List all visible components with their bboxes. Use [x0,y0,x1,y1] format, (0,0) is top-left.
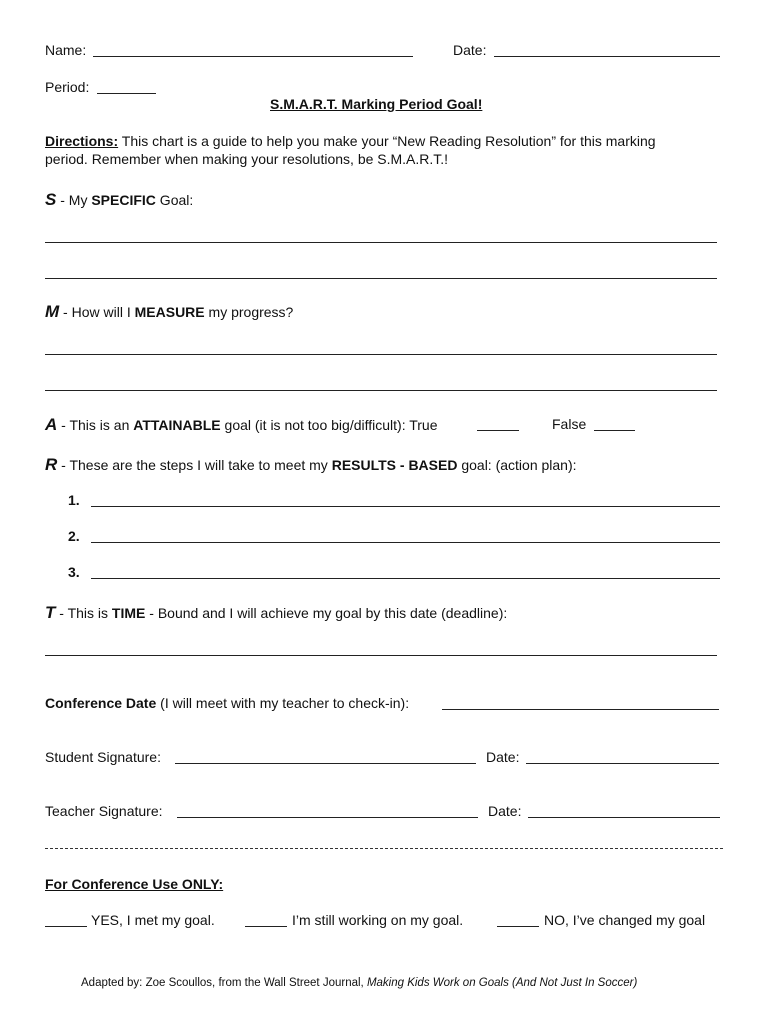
measure-answer-line-2[interactable] [45,390,717,391]
attainable-prompt: A - This is an ATTAINABLE goal (it is not too big/difficult): True [45,415,438,434]
no-blank[interactable] [497,926,539,927]
step-number-2: 2. [68,528,80,544]
attainable-keyword: ATTAINABLE [133,417,221,433]
time-keyword: TIME [111,605,146,621]
step-number-1: 1. [68,492,80,508]
results-keyword: RESULTS - BASED [331,457,458,473]
step-number-3: 3. [68,564,80,580]
student-signature-field[interactable] [175,763,476,764]
step-line-1[interactable] [91,506,720,507]
measure-answer-line-1[interactable] [45,354,717,355]
r-letter: R [45,455,58,474]
specific-keyword: SPECIFIC [91,192,156,208]
page-title: S.M.A.R.T. Marking Period Goal! [270,96,483,112]
option-working: I’m still working on my goal. [292,912,464,928]
measure-prompt: M - How will I MEASURE my progress? [45,302,294,321]
conference-date-field[interactable] [442,709,719,710]
s-letter: S [45,190,57,209]
false-blank[interactable] [594,430,635,431]
time-prompt: T - This is TIME - Bound and I will achieve my goal by this date (deadline): [45,603,508,622]
teacher-date-label: Date: [488,803,522,819]
directions-text-1: This chart is a guide to help you make your “New Reading Resolution” for this marking [118,133,656,149]
student-date-label: Date: [486,749,520,765]
teacher-signature-label: Teacher Signature: [45,803,163,819]
option-yes: YES, I met my goal. [91,912,215,928]
m-letter: M [45,302,60,321]
conference-date-label: Conference Date [45,695,157,711]
a-letter: A [45,415,58,434]
specific-answer-line-1[interactable] [45,242,717,243]
date-field[interactable] [494,56,720,57]
name-label: Name: [45,42,87,58]
specific-prompt: S - My SPECIFIC Goal: [45,190,194,209]
conference-date-prompt: Conference Date (I will meet with my teacher to check-in): [45,695,410,711]
footer-source: Making Kids Work on Goals (And Not Just In Soccer) [366,977,638,989]
specific-answer-line-2[interactable] [45,278,717,279]
option-no: NO, I’ve changed my goal [544,912,706,928]
period-field[interactable] [97,93,156,94]
results-prompt: R - These are the steps I will take to meet my RESULTS - BASED goal: (action plan): [45,455,577,474]
dashed-divider [45,848,723,849]
teacher-date-field[interactable] [528,817,720,818]
directions-line-1 [45,133,656,149]
student-signature-label: Student Signature: [45,749,161,765]
directions-text-2: period. Remember when making your resolutions, be S.M.A.R.T.! [45,151,449,167]
date-label: Date: [453,42,487,58]
measure-keyword: MEASURE [134,304,205,320]
t-letter: T [45,603,56,622]
deadline-line[interactable] [45,655,717,656]
name-field[interactable] [93,56,413,57]
false-label: False [552,416,587,432]
period-label: Period: [45,79,90,95]
footer-attribution: Adapted by: Zoe Scoullos, from the Wall Street Journal, Making Kids Work on Goals (And Not Just In Soccer) [81,977,638,989]
student-date-field[interactable] [526,763,719,764]
true-blank[interactable] [477,430,519,431]
teacher-signature-field[interactable] [177,817,478,818]
conference-use-heading: For Conference Use ONLY: [45,876,224,892]
yes-blank[interactable] [45,926,87,927]
working-blank[interactable] [245,926,287,927]
step-line-3[interactable] [91,578,720,579]
step-line-2[interactable] [91,542,720,543]
directions-label: Directions: [45,133,119,149]
